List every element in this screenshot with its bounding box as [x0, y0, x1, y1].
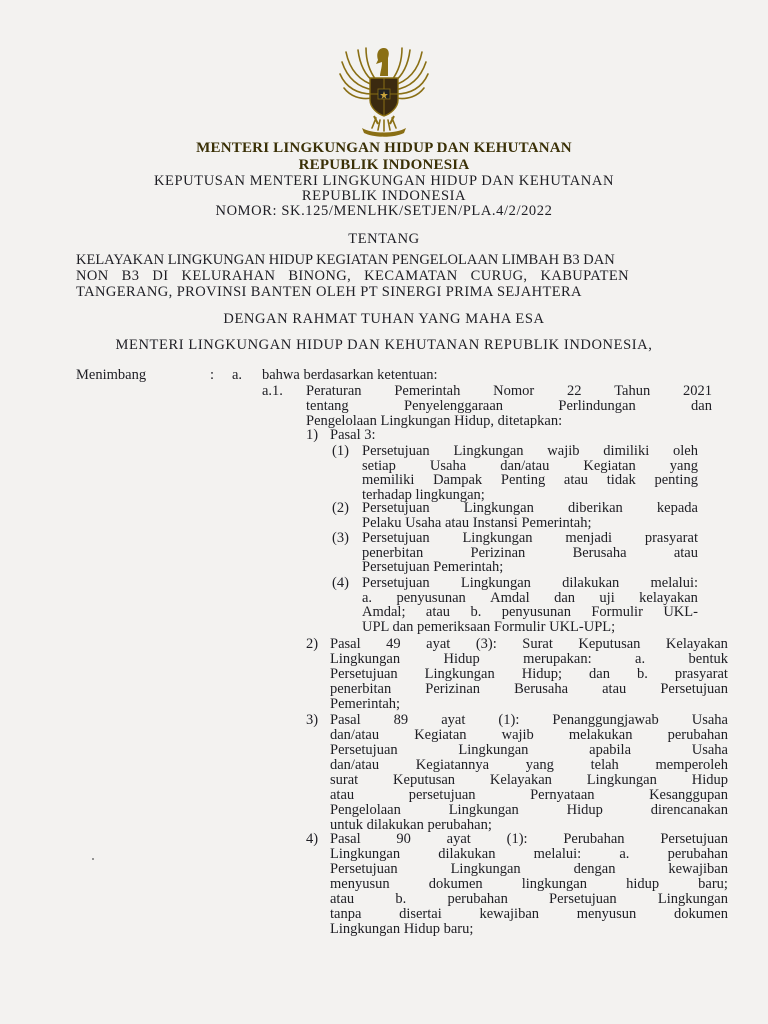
s1-line: setiap Usaha dan/atau Kegiatan yang: [362, 457, 698, 474]
s3-line: Persetujuan Pemerintah;: [362, 559, 504, 575]
s1-line: Persetujuan Lingkungan wajib dimiliki oleh: [362, 443, 698, 459]
p2-line: Persetujuan Lingkungan Hidup; dan b. prasyarat: [330, 666, 728, 682]
s2-marker: (2): [332, 500, 349, 516]
decree-number: NOMOR: SK.125/MENLHK/SETJEN/PLA.4/2/2022: [215, 203, 553, 219]
pasal4-marker: 4): [306, 831, 319, 847]
p3-line: Pasal 89 ayat (1): Penanggungjawab Usaha: [330, 712, 728, 728]
a1-marker: a.1.: [262, 383, 283, 399]
pasal1-text: Pasal 3:: [330, 427, 376, 443]
p3-line: Persetujuan Lingkungan apabila Usaha: [330, 742, 728, 758]
p4-line: Lingkungan Hidup baru;: [330, 921, 474, 937]
p4-line: tanpa disertai kewajiban menyusun dokumen: [330, 906, 728, 922]
p3-line: Pengelolaan Lingkungan Hidup direncanakan: [330, 802, 728, 818]
p3-line: dan/atau Kegiatan wajib melakukan perubahan: [330, 727, 728, 743]
pasal1-marker: 1): [306, 427, 319, 443]
s1-line: memiliki Dampak Penting atau tidak penting: [362, 472, 698, 488]
a1-line: tentang Penyelenggaraan Perlindungan dan: [306, 398, 712, 414]
decree-subject-line2: NON B3 DI KELURAHAN BINONG, KECAMATAN CURUG, KABUPATEN: [76, 268, 629, 284]
p3-line: atau persetujuan Pernyataan Kesanggupan: [330, 787, 728, 803]
blessing-line: DENGAN RAHMAT TUHAN YANG MAHA ESA: [223, 311, 545, 327]
p4-line: Lingkungan dilakukan melalui: a. perubahan: [330, 846, 728, 862]
decree-subject-line3: TANGERANG, PROVINSI BANTEN OLEH PT SINERGI PRIMA SEJAHTERA: [76, 284, 582, 300]
s4-line: Amdal; atau b. penyusunan Formulir UKL-: [362, 604, 698, 620]
decree-title-line1: KEPUTUSAN MENTERI LINGKUNGAN HIDUP DAN KEHUTANAN: [153, 173, 615, 189]
s2-line: Persetujuan Lingkungan diberikan kepada: [362, 500, 698, 516]
s1-line: terhadap lingkungan;: [362, 486, 485, 503]
s4-marker: (4): [332, 575, 349, 591]
p4-line: Pasal 90 ayat (1): Perubahan Persetujuan: [330, 831, 728, 847]
s4-line: Persetujuan Lingkungan dilakukan melalui:: [362, 575, 698, 591]
s3-line: Persetujuan Lingkungan menjadi prasyarat: [362, 530, 698, 546]
s1-marker: (1): [332, 443, 349, 459]
p2-line: Pemerintah;: [330, 696, 401, 712]
pasal3-marker: 3): [306, 712, 319, 728]
p4-line: atau b. perubahan Persetujuan Lingkungan: [330, 891, 728, 907]
p3-line: surat Keputusan Kelayakan Lingkungan Hidup: [330, 772, 728, 788]
p3-line: dan/atau Kegiatannya yang telah memperoleh: [330, 757, 728, 773]
subject-line1-text: KELAYAKAN LINGKUNGAN HIDUP KEGIATAN PENGELOLAAN LIMBAH B3 DAN: [76, 252, 615, 268]
scan-speck: [92, 858, 94, 860]
p4-line: Persetujuan Lingkungan dengan kewajiban: [330, 861, 728, 877]
minister-title-line2: REPUBLIK INDONESIA: [298, 157, 470, 173]
pasal2-marker: 2): [306, 636, 319, 652]
tentang-heading: TENTANG: [348, 231, 420, 247]
garuda-emblem-icon: [332, 38, 436, 138]
a1-line: Pengelolaan Lingkungan Hidup, ditetapkan:: [306, 413, 563, 429]
menimbang-colon: :: [210, 367, 215, 383]
menimbang-label: Menimbang: [76, 367, 147, 383]
s4-line: a. penyusunan Amdal dan uji kelayakan: [362, 589, 698, 606]
p2-line: Lingkungan Hidup merupakan: a. bentuk: [330, 651, 728, 667]
a1-line: Peraturan Pemerintah Nomor 22 Tahun 2021: [306, 383, 712, 399]
s3-marker: (3): [332, 530, 349, 546]
decree-title-line2: REPUBLIK INDONESIA: [301, 188, 467, 204]
minister-full-title: MENTERI LINGKUNGAN HIDUP DAN KEHUTANAN REPUBLIK INDONESIA,: [115, 337, 653, 353]
s2-line: Pelaku Usaha atau Instansi Pemerintah;: [362, 514, 592, 531]
s3-line: penerbitan Perizinan Berusaha atau: [362, 544, 698, 561]
item-a-text: bahwa berdasarkan ketentuan:: [262, 367, 438, 383]
p3-line: untuk dilakukan perubahan;: [330, 817, 492, 833]
s4-line: UPL dan pemeriksaan Formulir UKL-UPL;: [362, 618, 616, 635]
p2-line: Pasal 49 ayat (3): Surat Keputusan Kelayakan: [330, 636, 728, 652]
p2-line: penerbitan Perizinan Berusaha atau Persetujuan: [330, 681, 728, 697]
minister-title-line1: MENTERI LINGKUNGAN HIDUP DAN KEHUTANAN: [196, 140, 572, 156]
p4-line: menyusun dokumen lingkungan hidup baru;: [330, 876, 728, 892]
decree-subject-line1: [76, 252, 712, 269]
item-a-marker: a.: [232, 367, 243, 383]
